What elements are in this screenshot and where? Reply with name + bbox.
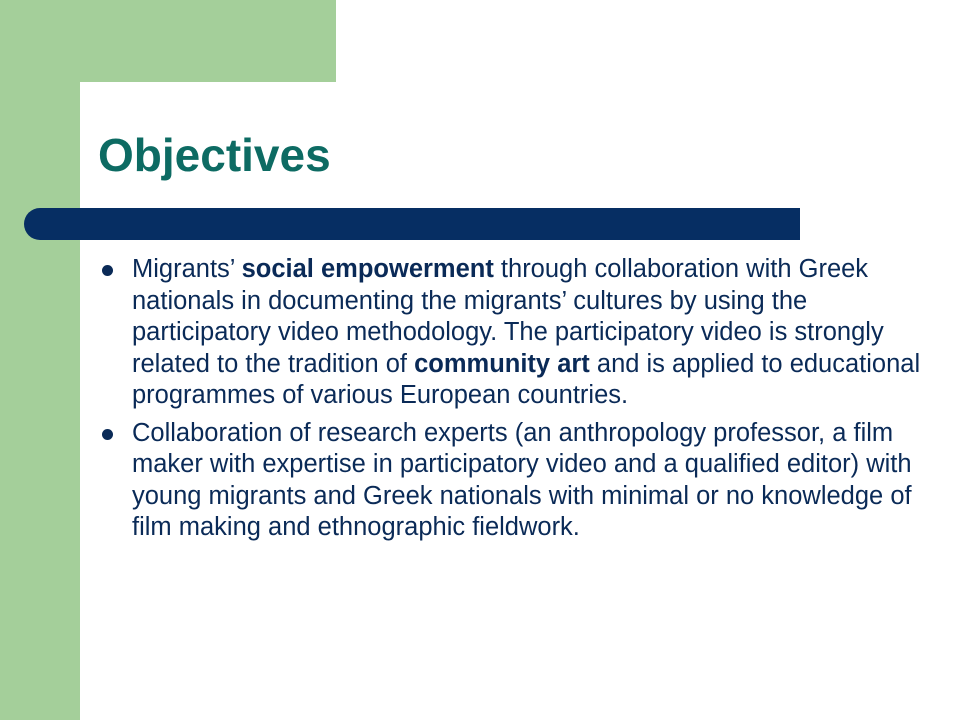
top-accent-block bbox=[0, 0, 336, 82]
bullet-item bbox=[100, 418, 940, 544]
bullet-item bbox=[100, 254, 940, 412]
bullet-list bbox=[100, 254, 940, 550]
bullet-text-bold: community art bbox=[414, 349, 590, 378]
bullet-text-segment: Migrants’ bbox=[132, 255, 242, 283]
bullet-text-segment: and is applied to educational programmes of various European countries. bbox=[132, 349, 921, 409]
title-divider-bar bbox=[24, 208, 800, 240]
bullet-dot-icon bbox=[102, 429, 113, 440]
left-accent-bar bbox=[0, 0, 80, 720]
slide-title: Objectives bbox=[98, 129, 331, 181]
bullet-text-bold: social empowerment bbox=[241, 255, 494, 283]
bullet-text-segment: Collaboration of research experts (an anthropology professor, a film maker with expertise in participatory video and a qualified editor) with young migrants and Greek nationals with minimal or no knowledge of film making and ethnographic fieldwork. bbox=[132, 418, 912, 541]
bullet-text-segment: through collaboration with Greek nationals in documenting the migrants’ cultures by using the participatory video methodology. The participatory video is strongly related to the tradition of bbox=[132, 255, 884, 378]
bullet-dot-icon bbox=[102, 265, 113, 276]
